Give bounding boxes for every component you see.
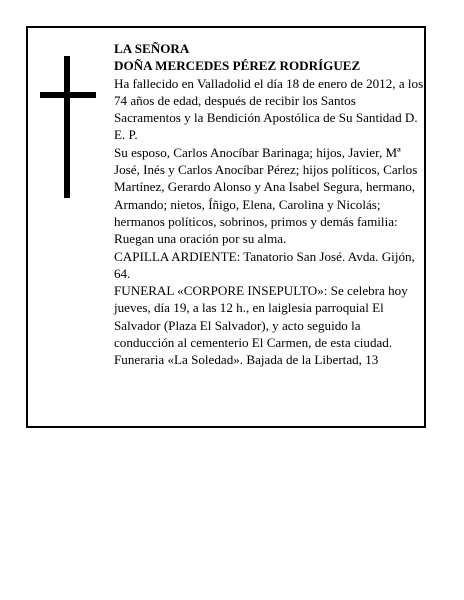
prayer-request: Ruegan una oración por su alma. — [114, 231, 287, 247]
funeral-info: FUNERAL «CORPORE INSEPULTO»: Se celebra hoy jueves, día 19, a las 12 h., en laiglesia parroquial El Salvador (Plaza El Salvador), y acto seguido la conducción al cementerio El Carmen, de esta ciudad. — [114, 283, 408, 351]
notice-title: LA SEÑORA — [114, 41, 190, 56]
notice-text — [114, 40, 424, 369]
cross-vertical-bar — [64, 56, 70, 198]
family-list: Su esposo, Carlos Anocíbar Barinaga; hijos, Javier, Mª José, Inés y Carlos Anocíbar Pérez; hijos políticos, Carlos Martínez, Gerardo Alonso y Ana Isabel Segura, hermano, Armando; nietos, Íñigo, Elena, Carolina y Nicolás; hermanos políticos, sobrinos, primos y demás familia: — [114, 144, 418, 229]
obituary-notice — [26, 26, 426, 428]
cross-horizontal-bar — [40, 92, 96, 98]
cross-icon — [40, 56, 96, 198]
deceased-name: DOÑA MERCEDES PÉREZ RODRÍGUEZ — [114, 58, 361, 74]
chapel-info: CAPILLA ARDIENTE: Tanatorio San José. Avda. Gijón, 64. — [114, 248, 415, 281]
death-announcement: Ha fallecido en Valladolid el día 18 de enero de 2012, a los 74 años de edad, después de recibir los Santos Sacramentos y la Bendición Apostólica de Su Santidad D. E. P. — [114, 75, 424, 143]
funeral-home: Funeraria «La Soledad». Bajada de la Libertad, 13 — [114, 352, 379, 368]
